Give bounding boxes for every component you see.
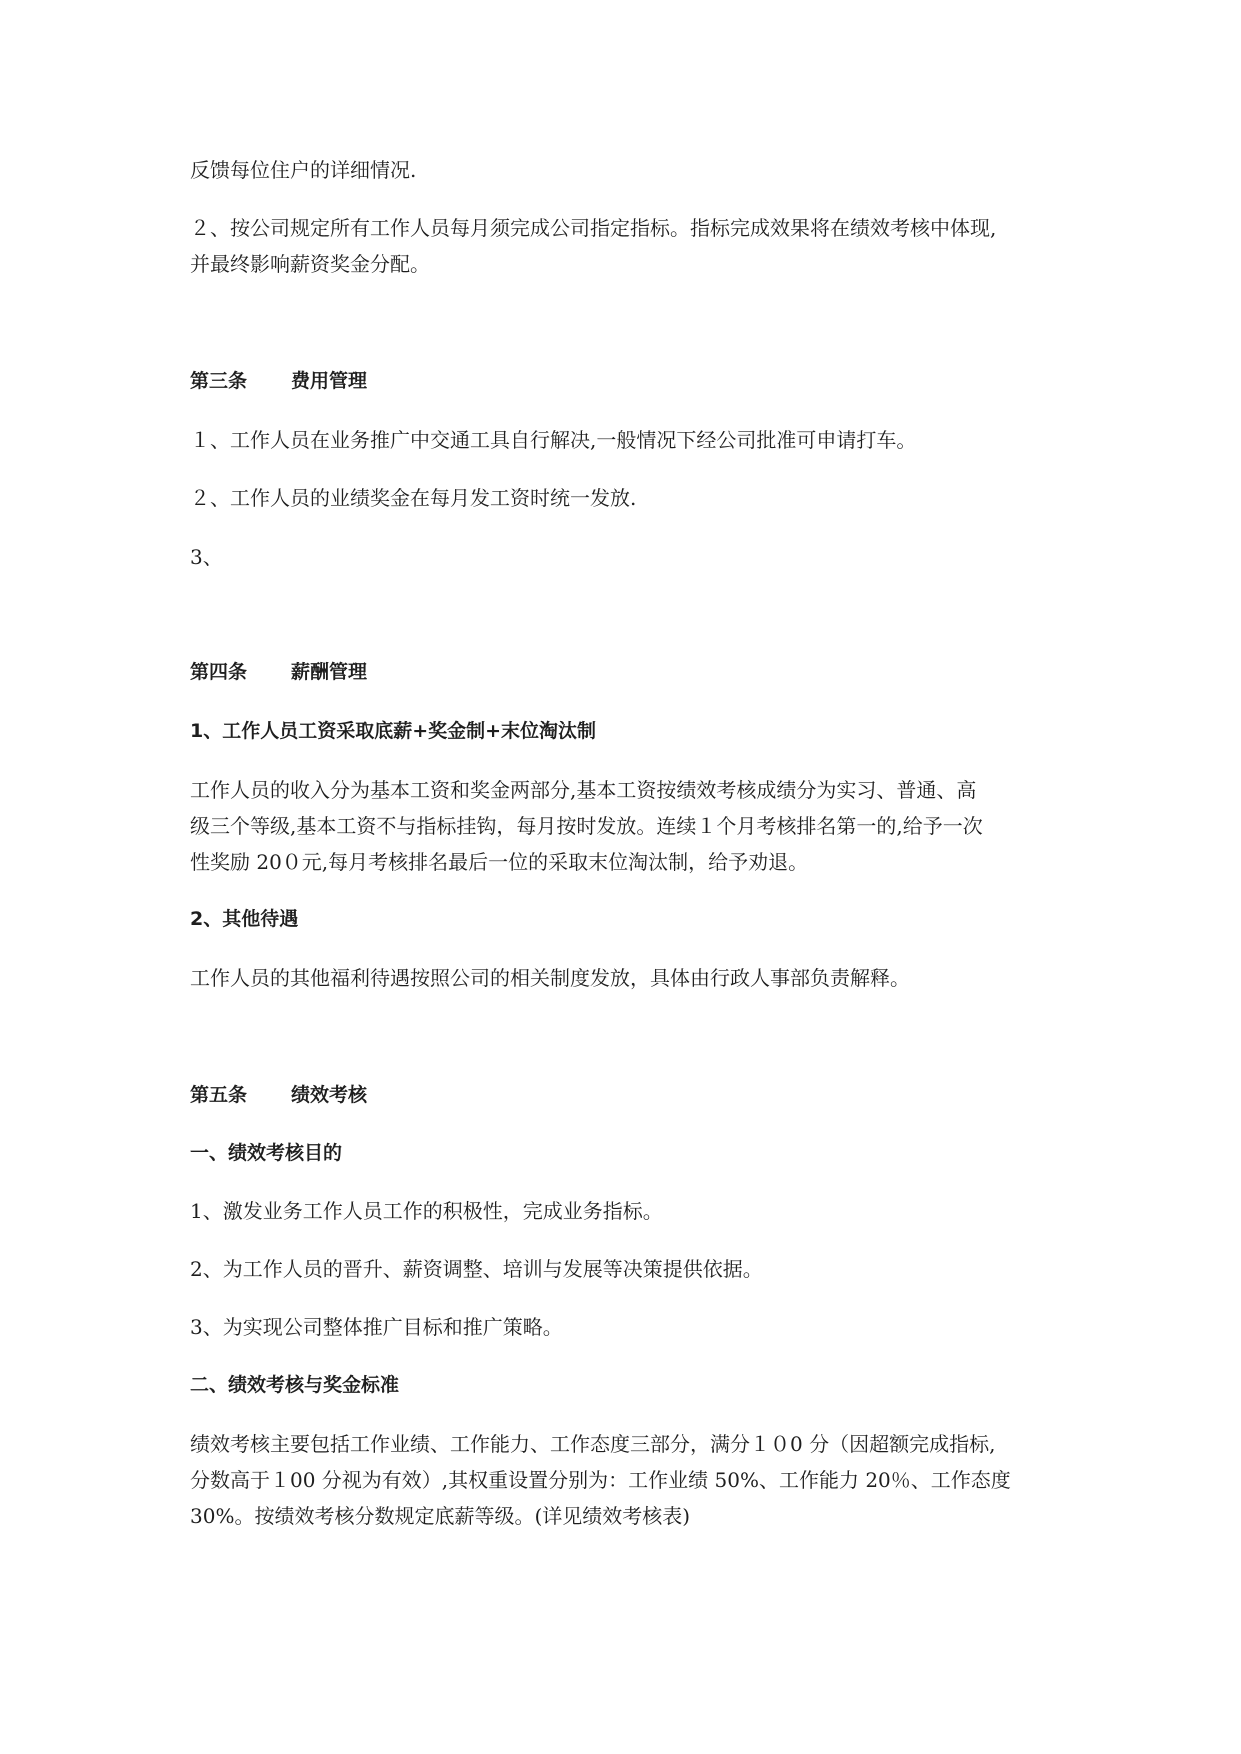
article-5-section-2-heading: 二、绩效考核与奖金标准 [190,1374,400,1396]
article-4-subheading-2: 2、其他待遇 [190,908,299,930]
paragraph-task2-line1: ２、按公司规定所有工作人员每月须完成公司指定指标。指标完成效果将在绩效考核中体现, [190,216,997,240]
article-5-item-1: 1、激发业务工作人员工作的积极性，完成业务指标。 [190,1199,663,1223]
article-5-item-2: 2、为工作人员的晋升、薪资调整、培训与发展等决策提供依据。 [190,1257,763,1281]
article-4-subheading-1: 1、工作人员工资采取底薪+奖金制+末位淘汰制 [190,720,597,742]
article-5-paragraph-line-1: 绩效考核主要包括工作业绩、工作能力、工作态度三部分，满分１０0 分（因超额完成指标, [190,1432,996,1456]
article-4-heading [190,660,367,684]
paragraph-task2-line2: 并最终影响薪资奖金分配。 [190,252,430,276]
article-4-paragraph-1-line-2: 级三个等级,基本工资不与指标挂钩，每月按时发放。连续１个月考核排名第一的,给予一次 [190,814,983,838]
article-5-item-3: 3、为实现公司整体推广目标和推广策略。 [190,1315,563,1339]
article-4-paragraph-2: 工作人员的其他福利待遇按照公司的相关制度发放，具体由行政人事部负责解释。 [190,966,910,990]
article-3-number: 第三条 [190,370,248,392]
article-3-item-3: 3、 [190,545,223,569]
article-5-section-1-heading: 一、绩效考核目的 [190,1142,343,1164]
article-3-item-2: ２、工作人员的业绩奖金在每月发工资时统一发放. [190,486,637,510]
article-5-number: 第五条 [190,1084,248,1106]
article-3-heading [190,369,367,393]
article-4-number: 第四条 [190,661,248,683]
article-4-paragraph-1-line-3: 性奖励 20０元,每月考核排名最后一位的采取末位淘汰制，给予劝退。 [190,850,809,874]
article-5-heading [190,1083,367,1107]
article-4-title: 薪酬管理 [291,661,368,683]
article-3-item-1: １、工作人员在业务推广中交通工具自行解决,一般情况下经公司批准可申请打车。 [190,428,917,452]
article-4-paragraph-1-line-1: 工作人员的收入分为基本工资和奖金两部分,基本工资按绩效考核成绩分为实习、普通、高 [190,778,977,802]
paragraph-feedback-tail: 反馈每位住户的详细情况. [190,158,417,182]
article-5-paragraph-line-3: 30%。按绩效考核分数规定底薪等级。(详见绩效考核表) [190,1504,691,1528]
article-5-paragraph-line-2: 分数高于１00 分视为有效）,其权重设置分别为：工作业绩 50%、工作能力 20％、工作态度 [190,1468,1011,1492]
article-5-title: 绩效考核 [291,1084,368,1106]
article-3-title: 费用管理 [291,370,368,392]
